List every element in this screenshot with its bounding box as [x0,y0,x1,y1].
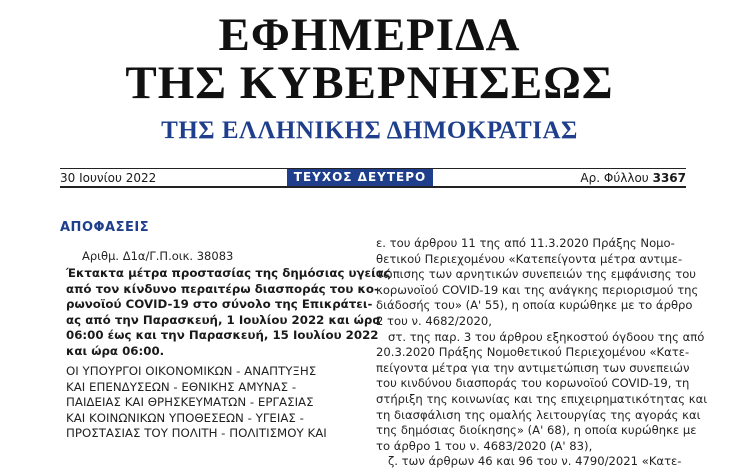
subject-line: ας από την Παρασκευή, 1 Ιουλίου 2022 και ώρα [66,312,381,327]
ministers-line: ΚΑΙ ΕΠΕΝΔΥΣΕΩΝ - ΕΘΝΙΚΗΣ ΑΜΥΝΑΣ - [66,379,297,394]
masthead-title-line2: ΤΗΣ ΚΥΒΕΡΝΗΣΕΩΣ [125,57,614,109]
issue-series-badge: ΤΕΥΧΟΣ ΔΕΥΤΕΡΟ [287,169,433,186]
body-line: ε. του άρθρου 11 της από 11.3.2020 Πράξης Νομο- [376,236,675,250]
body-line: του κινδύνου διασποράς του κορωνοϊού COVID-19, τη [376,376,690,391]
section-heading: ΑΠΟΦΑΣΕΙΣ [60,220,150,235]
body-line: 20.3.2020 Πράξης Νομοθετικού Περιεχομένου «Κατε- [376,345,690,360]
body-line: 2 του ν. 4682/2020, [376,313,492,328]
ministers-line: ΟΙ ΥΠΟΥΡΓΟΙ ΟΙΚΟΝΟΜΙΚΩΝ - ΑΝΑΠΤΥΞΗΣ [66,364,317,378]
ministers-line: ΚΑΙ ΚΟΙΝΩΝΙΚΩΝ ΥΠΟΘΕΣΕΩΝ - ΥΓΕΙΑΣ - [66,410,304,425]
body-line: στ. της παρ. 3 του άρθρου εξηκοστού όγδοου της από [388,329,705,344]
header-rule-bottom [60,186,686,188]
body-line: στήριξη της κοινωνίας και της επιχειρηματικότητας και [376,391,708,406]
subject-line: 06:00 έως και την Παρασκευή, 15 Ιουλίου 2022 [66,328,379,343]
body-line: της δημόσιας διοίκησης» (Α' 68), η οποία κυρώθηκε με [376,423,697,438]
body-line: ζ. των άρθρων 46 και 96 του ν. 4790/2021 «Κατε- [388,454,682,469]
body-line: θετικού Περιεχομένου «Κατεπείγοντα μέτρα αντιμε- [376,251,683,266]
body-line: το άρθρο 1 του ν. 4683/2020 (Α' 83), [376,438,593,453]
issue-date: 30 Ιουνίου 2022 [60,171,157,185]
sheet-number-label: Αρ. Φύλλου [580,171,649,185]
masthead-title-line1: ΕΦΗΜΕΡΙΔΑ [218,9,521,61]
ministers-line: ΠΡΟΣΤΑΣΙΑΣ ΤΟΥ ΠΟΛΙΤΗ - ΠΟΛΙΤΙΣΜΟΥ ΚΑΙ [66,426,327,441]
subject-line: από τον κίνδυνο περαιτέρω διασποράς του κο- [66,281,379,296]
body-line: πείγοντα μέτρα για την αντιμετώπιση των συνεπειών [376,360,690,375]
masthead-subtitle: ΤΗΣ ΕΛΛΗΝΙΚΗΣ ΔΗΜΟΚΡΑΤΙΑΣ [161,117,578,144]
sheet-number [580,171,686,185]
decision-reference: Αριθμ. Δ1α/Γ.Π.οικ. 38083 [82,249,234,263]
body-line: κορωνοϊού COVID-19 και της ανάγκης περιορισμού της [376,282,699,297]
body-line: τη διασφάλιση της ομαλής λειτουργίας της αγοράς και [376,407,701,422]
ministers-heading [66,364,357,442]
subject-line: και ώρα 06:00. [66,343,165,358]
body-line: διάδοσής του» (Α' 55), η οποία κυρώθηκε με το άρθρο [376,298,693,313]
sheet-number-value: 3367 [652,171,686,185]
body-line: τώπισης των αρνητικών συνεπειών της εμφάνισης του [376,267,697,282]
subject-line: Έκτακτα μέτρα προστασίας της δημόσιας υγείας [66,266,391,280]
decision-subject [66,266,391,360]
ministers-line: ΠΑΙΔΕΙΑΣ ΚΑΙ ΘΡΗΣΚΕΥΜΑΤΩΝ - ΕΡΓΑΣΙΑΣ [66,395,314,410]
right-column-body [376,236,708,470]
subject-line: ρωνοϊού COVID-19 στο σύνολο της Επικράτει- [66,297,373,312]
